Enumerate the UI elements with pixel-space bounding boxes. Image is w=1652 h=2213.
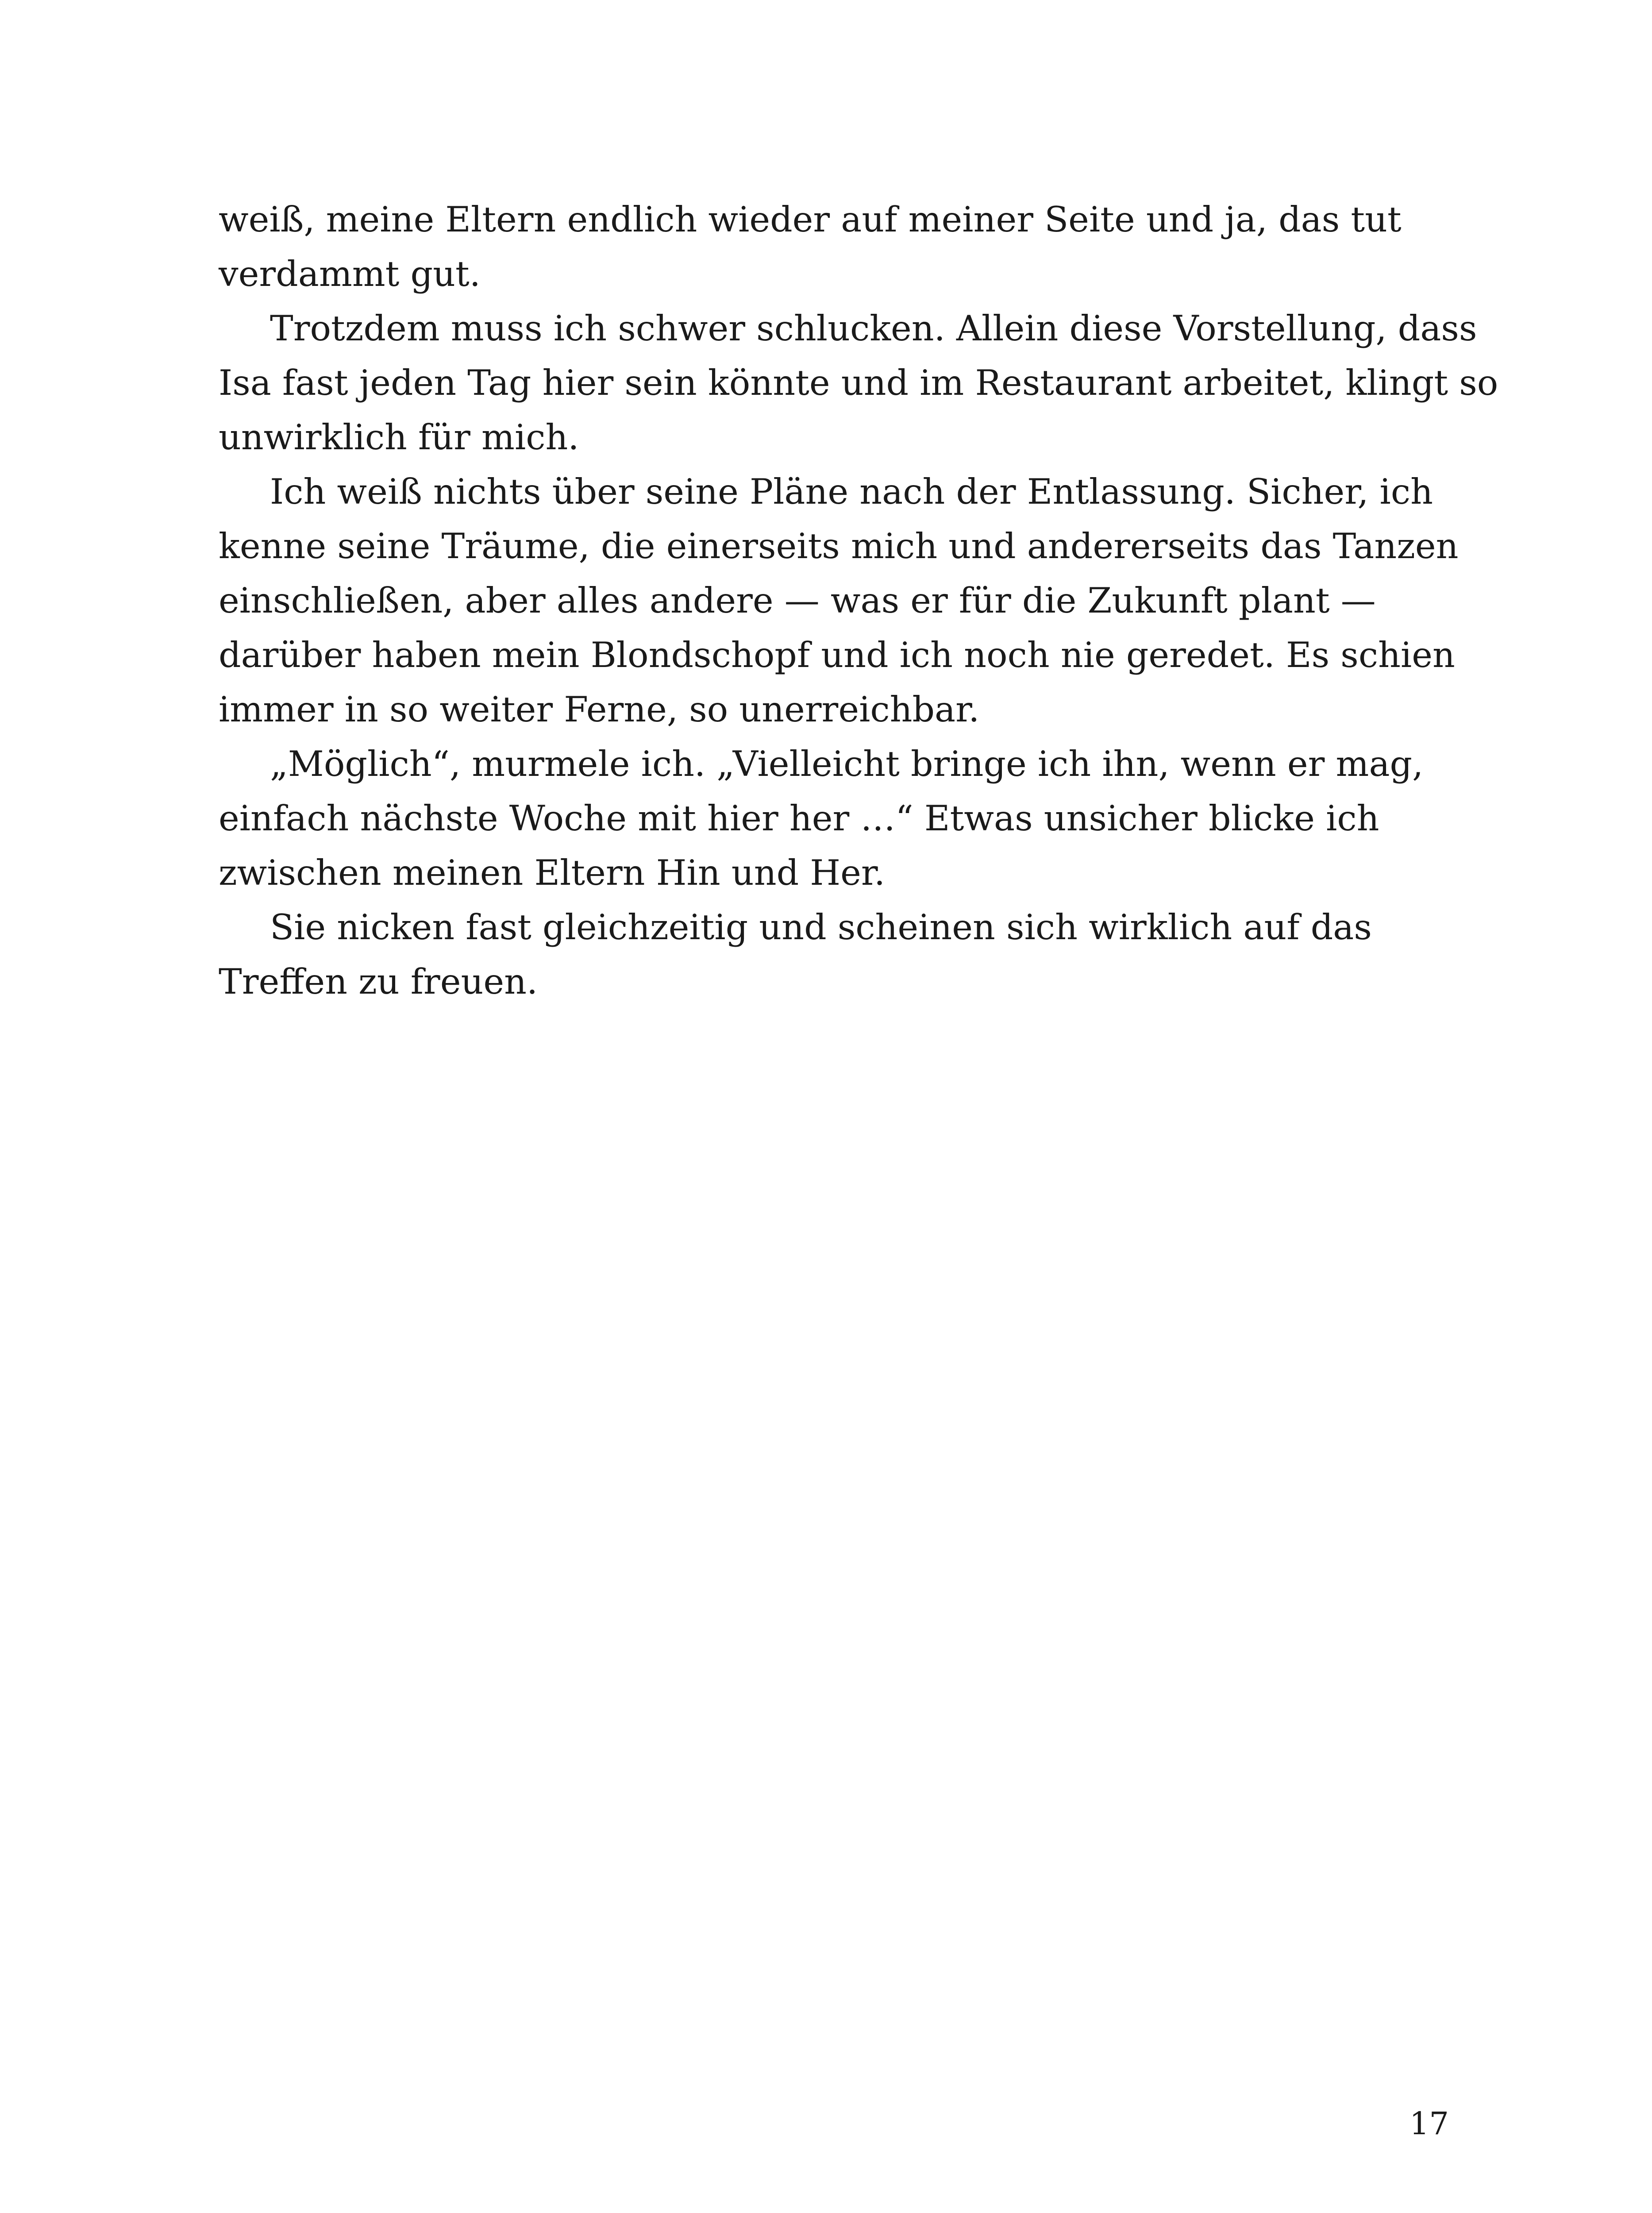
text-line: weiß, meine Eltern endlich wieder auf meiner Seite und ja, das tut — [219, 199, 1402, 240]
page-number: 17 — [1409, 2105, 1449, 2142]
body-text — [219, 193, 1498, 1009]
text-line: kenne seine Träume, die einerseits mich und andererseits das Tanzen — [219, 526, 1459, 567]
text-line: immer in so weiter Ferne, so unerreichbar. — [219, 689, 980, 730]
text-line: verdammt gut. — [219, 254, 481, 294]
text-line: „Möglich“, murmele ich. „Vielleicht bringe ich ihn, wenn er mag, — [270, 744, 1424, 784]
text-line: zwischen meinen Eltern Hin und Her. — [219, 852, 886, 893]
text-line: einschließen, aber alles andere — was er für die Zukunft plant — — [219, 580, 1376, 621]
text-line: einfach nächste Woche mit hier her …“ Etwas unsicher blicke ich — [219, 798, 1379, 839]
text-line: Trotzdem muss ich schwer schlucken. Allein diese Vorstellung, dass — [270, 308, 1477, 349]
text-line: darüber haben mein Blondschopf und ich noch nie geredet. Es schien — [219, 635, 1455, 675]
text-line: unwirklich für mich. — [219, 417, 579, 458]
text-line: Treffen zu freuen. — [219, 961, 538, 1002]
text-line: Ich weiß nichts über seine Pläne nach der Entlassung. Sicher, ich — [270, 471, 1433, 512]
text-line: Isa fast jeden Tag hier sein könnte und im Restaurant arbeitet, klingt so — [219, 362, 1498, 403]
text-line: Sie nicken fast gleichzeitig und scheinen sich wirklich auf das — [270, 907, 1372, 948]
